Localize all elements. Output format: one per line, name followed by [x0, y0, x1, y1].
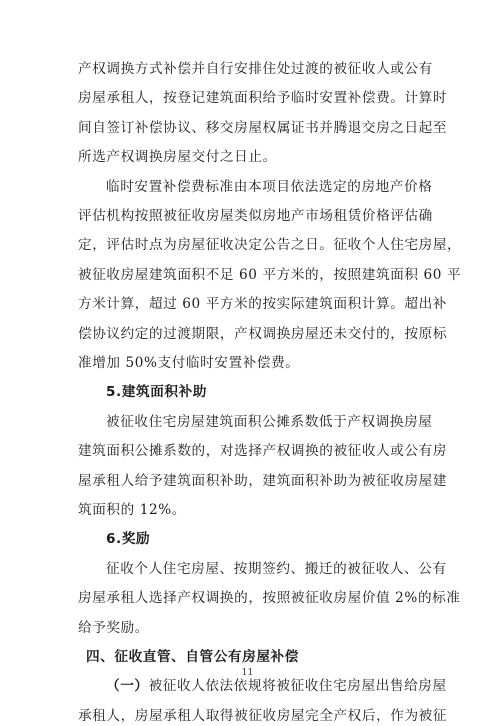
- section-heading-5: 5.建筑面积补助: [106, 384, 207, 401]
- body-line: 房屋承租人，按登记建筑面积给予临时安置补偿费。计算时: [78, 90, 448, 107]
- section-heading-6: 6.奖励: [106, 531, 151, 548]
- body-line: 间自签订补偿协议、移交房屋权属证书并腾退交房之日起至: [78, 119, 448, 136]
- body-line: 被征收房屋建筑面积不足 60 平方米的，按照建筑面积 60 平: [78, 266, 462, 283]
- body-line: 房屋承租人选择产权调换的，按照被征收房屋价值 2%的标准: [78, 590, 461, 607]
- body-line: [106, 676, 447, 696]
- body-line: 定，评估时点为房屋征收决定公告之日。征收个人住宅房屋，: [78, 237, 462, 254]
- body-line: 偿协议约定的过渡期限，产权调换房屋还未交付的，按原标: [78, 325, 448, 342]
- body-line: 准增加 50%支付临时安置补偿费。: [78, 355, 300, 371]
- body-line: 产权调换方式补偿并自行安排住处过渡的被征收人或公有: [78, 61, 433, 77]
- body-line: 评估机构按照被征收房屋类似房地产市场租赁价格评估确: [78, 208, 433, 224]
- body-line: 给予奖励。: [78, 619, 149, 636]
- body-line: 所选产权调换房屋交付之日止。: [78, 149, 277, 166]
- chapter-heading-4: 四、征收直管、自管公有房屋补偿: [86, 649, 299, 665]
- body-line: 被征收住宅房屋建筑面积公摊系数低于产权调换房屋: [106, 413, 433, 430]
- item-number: （一）: [106, 678, 149, 695]
- body-line: 承租人，房屋承租人取得被征收房屋完全产权后，作为被征: [78, 707, 448, 724]
- body-line: 方米计算，超过 60 平方米的按实际建筑面积计算。超出补: [78, 296, 447, 313]
- body-text: 被征收人依法依规将被征收住宅房屋出售给房屋: [148, 678, 447, 695]
- page-number: 11: [241, 668, 254, 678]
- body-line: 屋承租人给予建筑面积补助，建筑面积补助为被征收房屋建: [78, 472, 448, 489]
- body-line: 筑面积的 12%。: [78, 502, 186, 518]
- body-line: 征收个人住宅房屋、按期签约、搬迁的被征收人、公有: [106, 560, 447, 577]
- body-line: 建筑面积公摊系数的，对选择产权调换的被征收人或公有房: [78, 443, 448, 460]
- body-line: 临时安置补偿费标准由本项目依法选定的房地产价格: [106, 178, 433, 195]
